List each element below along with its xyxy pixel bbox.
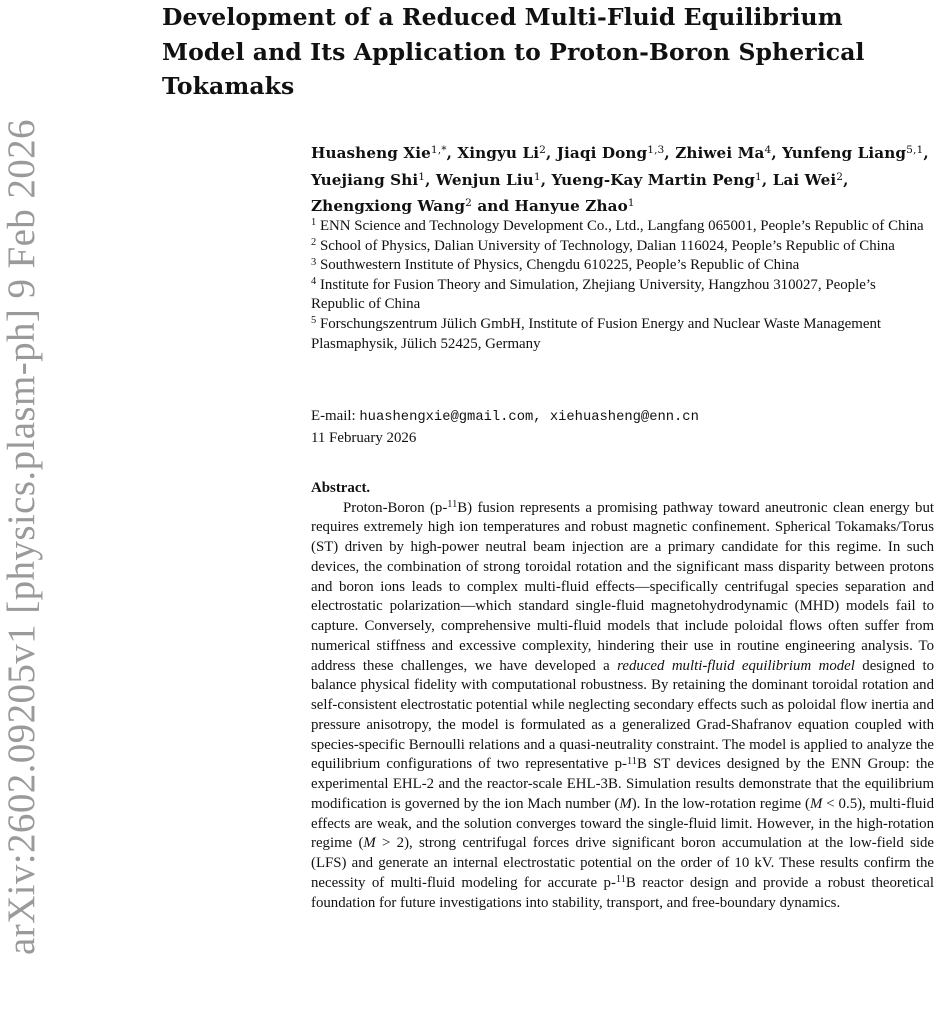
author-affiliation-mark: 2 — [836, 169, 844, 183]
author-name: Jiaqi Dong — [556, 144, 648, 162]
author-separator: , — [446, 144, 458, 162]
affiliation-text: ENN Science and Technology Development Co., Ltd., Langfang 065001, People’s Republic of China — [319, 218, 924, 234]
author-affiliation-mark: 4 — [764, 143, 772, 157]
affiliation-item — [311, 315, 933, 354]
author-name: Zhiwei Ma — [675, 144, 765, 162]
abstract-text: B) fusion represents a promising pathway toward aneutronic clean energy but requires extremely high ion temperatures and robust magnetic confinement. Spherical Tokamaks/Torus (ST) driven by high-power neutral beam injection are a primary candidate for this regime. In such devices, the combination of strong toroidal rotation and the significant mass disparity between protons and boron ions leads to complex multi-fluid effects—specifically centrifugal species separation and electrostatic polarization—which standard single-fluid magnetohydrodynamic (MHD) models fail to capture. Conversely, comprehensive multi-fluid models that include poloidal flows often suffer from numerical stiffness and excessive complexity, hindering their use in routine engineering analysis. To address these challenges, we have developed a — [311, 499, 934, 674]
author-name: Lai Wei — [772, 170, 837, 189]
email-label: E-mail: — [311, 408, 356, 424]
author-affiliation-mark: 1 — [418, 169, 426, 183]
author-name: Huasheng Xie — [311, 144, 431, 162]
abstract-emphasis: M — [363, 835, 376, 852]
isotope-superscript: 11 — [626, 755, 637, 767]
isotope-superscript: 11 — [447, 498, 458, 510]
author-separator: , — [425, 170, 436, 189]
author-separator: , — [923, 144, 929, 162]
author-separator: , — [545, 144, 557, 162]
abstract-text: < 0.5), multi-fluid effects are weak, and the solution converges toward the single-fluid limit. However, in the high-rotation regime ( — [311, 795, 934, 852]
contact-block — [311, 406, 933, 448]
author-separator: , — [761, 170, 773, 189]
affiliation-number: 5 — [311, 315, 317, 327]
paper-date: 11 February 2026 — [311, 430, 417, 446]
affiliation-text: School of Physics, Dalian University of Technology, Dalian 116024, People’s Republic of China — [319, 237, 895, 254]
affiliation-item — [311, 276, 933, 315]
isotope-superscript: 11 — [615, 874, 626, 886]
author-name: Yueng-Kay Martin Peng — [551, 170, 756, 189]
author-affiliation-mark: 2 — [539, 143, 546, 157]
email-line — [311, 406, 933, 428]
author-affiliation-mark: 5,1 — [906, 143, 924, 157]
email-addresses[interactable]: huashengxie@gmail.com, xiehuasheng@enn.cn — [359, 410, 699, 425]
author-separator: , — [540, 170, 552, 189]
author-name: Yunfeng Liang — [782, 144, 907, 162]
affiliation-number: 2 — [311, 236, 317, 248]
author-affiliation-mark: 1 — [755, 169, 762, 183]
author-affiliation-mark: 1,3 — [647, 143, 665, 157]
abstract-text: designed to balance physical fidelity with computational robustness. By retaining the dominant toroidal rotation and self-consistent electrostatic potential while neglecting secondary effects such as poloidal flow inertia and pressure anisotropy, the model is formulated as a generalized Grad-Shafranov equation coupled with species-specific Bernoulli relations and a quasi-neutrality constraint. The model is applied to analyze the equilibrium configurations of two representative p- — [311, 657, 934, 773]
abstract-text: B ST devices designed by the ENN Group: the experimental EHL-2 and the reactor-scale EHL-3B. Simulation results demonstrate that the equilibrium modification is governed by the ion Mach number ( — [311, 756, 934, 812]
author-affiliation-mark: 1 — [627, 196, 635, 210]
affiliation-item — [311, 217, 933, 237]
abstract-emphasis: M — [809, 795, 823, 812]
author-affiliation-mark: 1,* — [430, 143, 447, 157]
affiliation-number: 3 — [311, 256, 317, 268]
affiliation-number: 1 — [311, 217, 317, 229]
author-separator: , — [664, 144, 676, 162]
abstract-emphasis: reduced multi-fluid equilibrium model — [617, 657, 855, 674]
author-affiliation-mark: 2 — [465, 196, 472, 210]
affiliation-item — [311, 256, 933, 276]
affiliation-text: Southwestern Institute of Physics, Chengdu 610225, People’s Republic of China — [319, 257, 800, 274]
author-affiliation-mark: 1 — [533, 169, 541, 183]
abstract-text: > 2), strong centrifugal forces drive significant boron accumulation at the low-field side (LFS) and generate an internal electrostatic potential on the order of 10 kV. These results confirm the necessity of multi-fluid modeling for accurate p- — [311, 835, 934, 891]
abstract-text: Proton-Boron (p- — [343, 499, 448, 516]
arxiv-identifier-stamp: arXiv:2602.09205v1 [physics.plasm-ph] 9 Feb 2026 — [0, 119, 43, 955]
abstract-text: ). In the low-rotation regime ( — [631, 795, 810, 812]
abstract-heading: Abstract. — [311, 480, 371, 496]
paper-title: Development of a Reduced Multi-Fluid Equilibrium Model and Its Application to Proton-Boron Spherical Tokamaks — [162, 3, 865, 100]
abstract-emphasis: M — [619, 795, 632, 812]
affiliation-text: Forschungszentrum Jülich GmbH, Institute of Fusion Energy and Nuclear Waste Management Plasmaphysik, Jülich 52425, Germany — [311, 315, 882, 352]
author-list — [311, 140, 931, 220]
affiliation-item — [311, 237, 933, 257]
abstract-text: B reactor design and provide a robust theoretical foundation for future investigations into stability, transport, and free-boundary dynamics. — [311, 874, 934, 911]
author-name: Zhengxiong Wang — [311, 197, 466, 215]
affiliation-list — [311, 217, 933, 354]
abstract-body — [311, 499, 934, 914]
author-name: Yuejiang Shi — [311, 170, 419, 189]
affiliation-text: Institute for Fusion Theory and Simulation, Zhejiang University, Hangzhou 310027, People’s Republic of China — [311, 276, 876, 313]
author-name: Wenjun Liu — [435, 170, 534, 189]
author-separator: and — [471, 197, 515, 215]
affiliation-number: 4 — [311, 276, 317, 288]
author-name: Hanyue Zhao — [514, 197, 628, 215]
author-separator: , — [771, 144, 783, 162]
author-separator: , — [843, 170, 849, 189]
author-name: Xingyu Li — [457, 144, 540, 162]
